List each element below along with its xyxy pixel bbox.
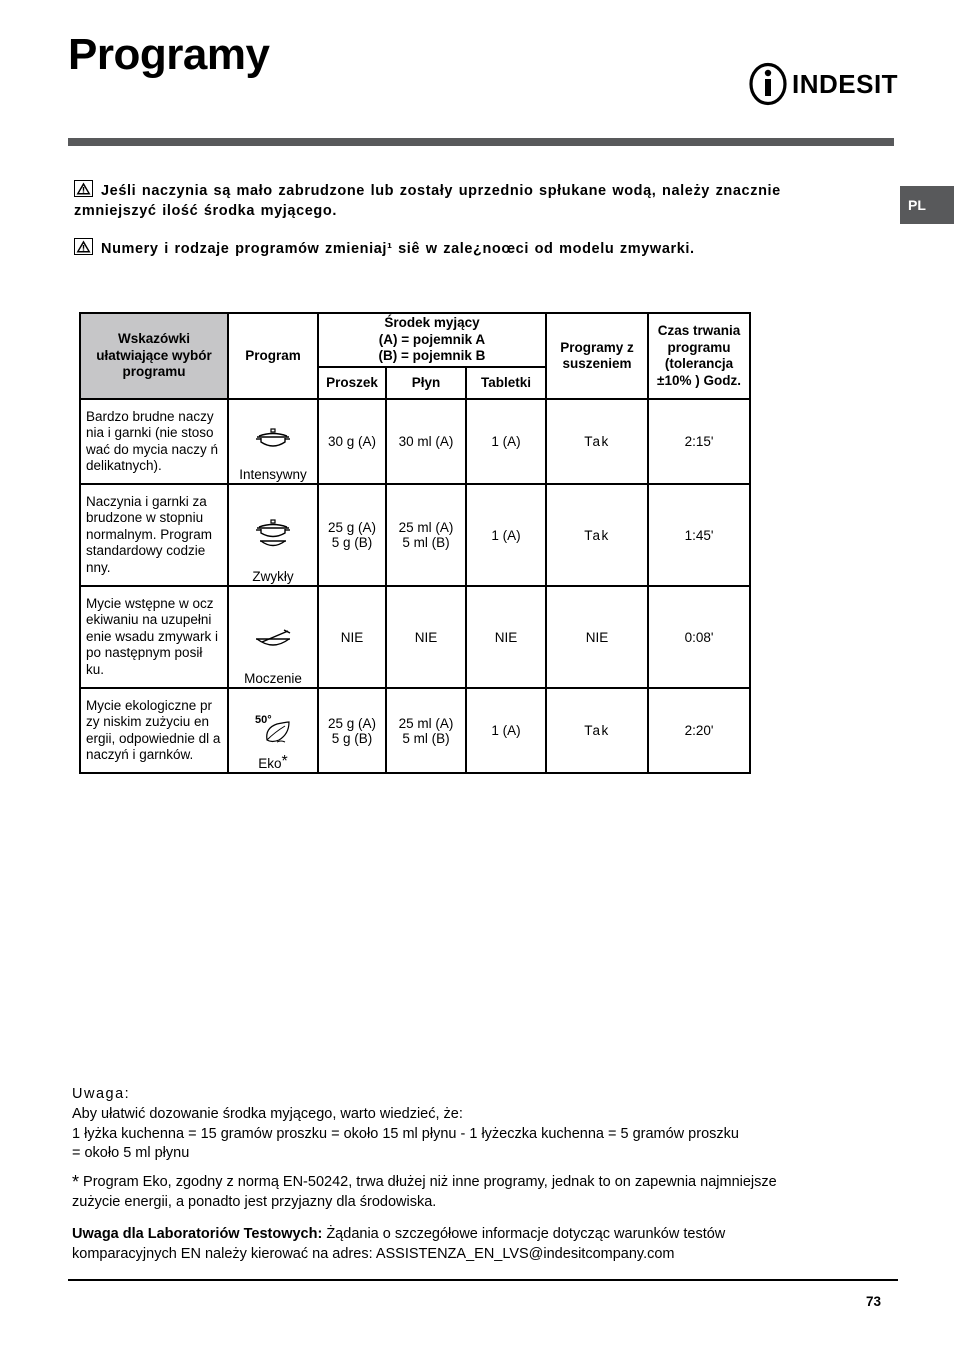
page-title: Programy: [68, 30, 270, 79]
duration-value: 1:45': [648, 484, 750, 586]
row-hint: Bardzo brudne naczy nia i garnki (nie stoso wać do mycia naczy ń delikatnych).: [80, 399, 228, 484]
programs-table: [79, 312, 751, 774]
header-tablets: Tabletki: [466, 367, 546, 399]
eco-50-icon: [229, 716, 317, 744]
header-detergent-a: (A) = pojemnik A: [378, 331, 486, 347]
indesit-i-logo-icon: [748, 62, 788, 106]
liquid-value: [386, 484, 466, 586]
program-cell: [228, 688, 318, 773]
powder-value: 30 g (A): [318, 399, 386, 484]
program-cell: [228, 484, 318, 586]
duration-value: 2:15': [648, 399, 750, 484]
duration-value: 2:20': [648, 688, 750, 773]
tablets-value: 1 (A): [466, 688, 546, 773]
powder-value-a: 25 g (A): [327, 715, 377, 731]
program-name: Moczenie: [244, 671, 302, 686]
table-row: [80, 688, 750, 773]
duration-value: 0:08': [648, 586, 750, 688]
soak-plate-icon: [229, 629, 317, 654]
tablets-value: 1 (A): [466, 484, 546, 586]
row-hint: Mycie wstępne w ocz ekiwaniu na uzupełni enie wsadu zmywark i po następnym posił ku.: [80, 586, 228, 688]
liquid-value-b: 5 ml (B): [402, 730, 450, 746]
footer-rule: [68, 1279, 898, 1281]
program-name-text: Eko: [258, 756, 282, 771]
header-program: Program: [228, 313, 318, 399]
powder-value: [318, 484, 386, 586]
liquid-value: NIE: [386, 586, 466, 688]
table-row: [80, 399, 750, 484]
eko-asterisk: *: [281, 753, 288, 770]
warning-note-2: [74, 238, 834, 259]
header-rule: [68, 138, 894, 146]
normal-pot-icon: [229, 519, 317, 554]
liquid-value-b: 5 ml (B): [402, 535, 450, 550]
powder-value-b: 5 g (B): [331, 730, 373, 746]
row-hint: Naczynia i garnki za brudzone w stopniu normalnym. Program standardowy codzie nny.: [80, 484, 228, 586]
eco-temp-label: 50°: [255, 714, 272, 726]
liquid-value-a: 25 ml (A): [398, 715, 454, 731]
drying-value: Tak: [546, 688, 648, 773]
tablets-value: 1 (A): [466, 399, 546, 484]
program-name: Intensywny: [239, 467, 307, 482]
eko-footnote-mark: *: [72, 1172, 80, 1192]
dosage-note-line-3: = około 5 ml płynu: [72, 1145, 190, 1161]
liquid-value: 30 ml (A): [386, 399, 466, 484]
program-name: [229, 753, 317, 771]
eko-footnote: [72, 1173, 822, 1212]
tablets-value: NIE: [466, 586, 546, 688]
header-powder: Proszek: [318, 367, 386, 399]
header-duration: Czas trwania programu (tolerancja ±10% ) Godz.: [648, 313, 750, 399]
warning-text-1: Jeśli naczynia są mało zabrudzone lub zostały uprzednio spłukane wodą, należy znacznie zmniejszyć ilość środka myjącego.: [74, 183, 781, 219]
intensive-pot-icon: [229, 428, 317, 455]
program-cell: [228, 586, 318, 688]
note-label: Uwaga:: [72, 1086, 131, 1102]
table-row: [80, 484, 750, 586]
header-liquid: Płyn: [386, 367, 466, 399]
lab-note: [72, 1225, 822, 1264]
powder-value-a: 25 g (A): [327, 520, 377, 535]
eko-footnote-text: Program Eko, zgodny z normą EN-50242, trwa dłużej niż inne programy, jednak to on zapewnia najmniejsze zużycie energii, a ponadto jest przyjazny dla środowiska.: [72, 1174, 777, 1210]
header-detergent-b: (B) = pojemnik B: [378, 348, 486, 364]
liquid-value-a: 25 ml (A): [398, 520, 454, 535]
header-drying: Programy z suszeniem: [546, 313, 648, 399]
powder-value: [318, 688, 386, 773]
program-cell: [228, 399, 318, 484]
lab-note-label: Uwaga dla Laboratoriów Testowych:: [72, 1226, 323, 1242]
row-hint: Mycie ekologiczne pr zy niskim zużyciu en ergii, odpowiednie dl a naczyń i garnków.: [80, 688, 228, 773]
warning-note-1: [74, 180, 829, 221]
warning-triangle-icon: [74, 238, 93, 255]
header-hints: Wskazówki ułatwiające wybór programu: [80, 313, 228, 399]
header-detergent: [318, 313, 546, 367]
powder-value-b: 5 g (B): [331, 535, 373, 550]
header-detergent-title: Środek myjący: [384, 315, 480, 331]
brand-wordmark: INDESIT: [792, 68, 899, 99]
dosage-note-line-1: Aby ułatwić dozowanie środka myjącego, warto wiedzieć, że:: [72, 1106, 463, 1122]
table-row: [80, 586, 750, 688]
dosage-note-line-2: 1 łyżka kuchenna = 15 gramów proszku = około 15 ml płynu - 1 łyżeczka kuchenna = 5 gramów proszku: [72, 1125, 739, 1142]
page-number: 73: [866, 1294, 882, 1309]
powder-value: NIE: [318, 586, 386, 688]
drying-value: Tak: [546, 399, 648, 484]
liquid-value: [386, 688, 466, 773]
drying-value: Tak: [546, 484, 648, 586]
program-name: Zwykły: [252, 569, 294, 584]
drying-value: NIE: [546, 586, 648, 688]
warning-text-2: Numery i rodzaje programów zmieniaj¹ siê w zale¿noœci od modelu zmywarki.: [101, 241, 695, 257]
brand-logo: [748, 62, 898, 106]
lab-note-text: Żądania o szczegółowe informacje dotycząc warunków testów komparacyjnych EN należy kierować na adres: ASSISTENZA_EN_LVS@indesitcompany.com: [72, 1226, 726, 1262]
dosage-note: [72, 1105, 822, 1164]
warning-triangle-icon: [74, 180, 93, 197]
language-tab: PL: [900, 186, 954, 224]
